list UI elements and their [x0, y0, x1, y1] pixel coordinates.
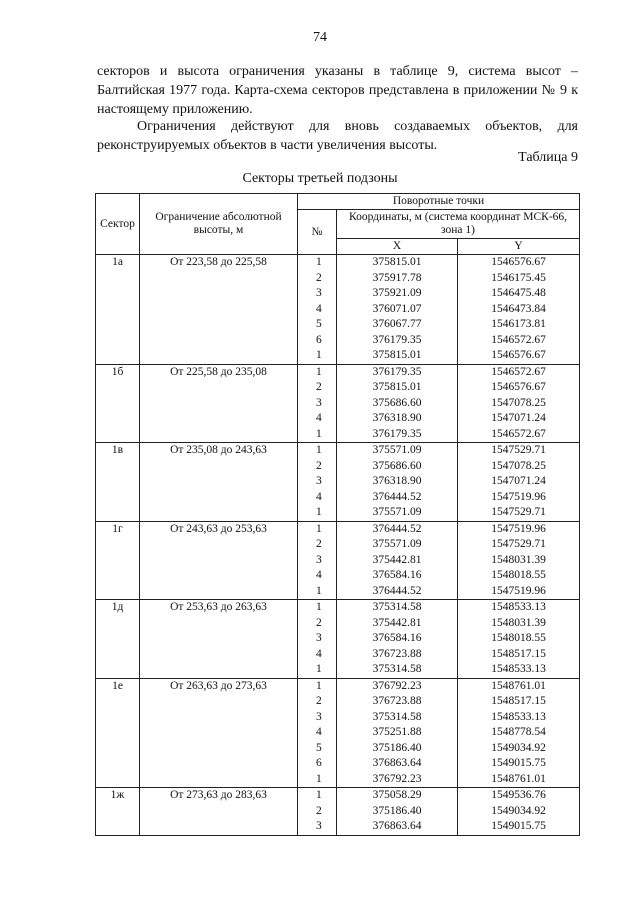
- height-limit-cell: [140, 427, 298, 443]
- coordinate-x-cell: 375921.09: [337, 286, 458, 302]
- header-sector: Сектор: [96, 194, 140, 255]
- table-row: [96, 271, 580, 287]
- coordinate-x-cell: 375571.09: [337, 443, 458, 459]
- coordinate-x-cell: 375571.09: [337, 537, 458, 553]
- header-coordinates: Координаты, м (система координат МСК-66, зона 1): [337, 210, 580, 239]
- coordinate-y-cell: 1548778.54: [458, 725, 580, 741]
- sector-name-cell: [96, 505, 140, 521]
- paragraph-2: Ограничения действуют для вновь создаваемых объектов, для реконструируемых объектов в части увеличения высоты.: [97, 119, 578, 153]
- coordinate-x-cell: 375058.29: [337, 788, 458, 804]
- table-row: [96, 678, 580, 694]
- coordinate-x-cell: 375442.81: [337, 553, 458, 569]
- sector-name-cell: 1д: [96, 600, 140, 616]
- table-row: [96, 537, 580, 553]
- coordinate-y-cell: 1547071.24: [458, 411, 580, 427]
- table-row: [96, 443, 580, 459]
- table-row: [96, 348, 580, 364]
- sector-name-cell: [96, 631, 140, 647]
- height-limit-cell: От 253,63 до 263,63: [140, 600, 298, 616]
- height-limit-cell: [140, 725, 298, 741]
- coordinate-y-cell: 1548533.13: [458, 710, 580, 726]
- coordinate-x-cell: 376863.64: [337, 756, 458, 772]
- coordinate-x-cell: 376584.16: [337, 568, 458, 584]
- height-limit-cell: [140, 474, 298, 490]
- sector-name-cell: [96, 568, 140, 584]
- coordinate-y-cell: 1546475.48: [458, 286, 580, 302]
- point-number-cell: 4: [298, 568, 337, 584]
- coordinate-y-cell: 1548533.13: [458, 600, 580, 616]
- point-number-cell: 2: [298, 616, 337, 632]
- table-row: [96, 333, 580, 349]
- table-row: [96, 725, 580, 741]
- coordinate-y-cell: 1547078.25: [458, 396, 580, 412]
- sector-name-cell: 1г: [96, 521, 140, 537]
- table-title: Секторы третьей подзоны: [242, 171, 398, 186]
- height-limit-cell: [140, 286, 298, 302]
- sector-name-cell: [96, 317, 140, 333]
- coordinate-y-cell: 1547529.71: [458, 505, 580, 521]
- point-number-cell: 1: [298, 600, 337, 616]
- height-limit-cell: [140, 302, 298, 318]
- sector-name-cell: 1е: [96, 678, 140, 694]
- point-number-cell: 1: [298, 584, 337, 600]
- header-y: Y: [458, 239, 580, 255]
- height-limit-cell: [140, 647, 298, 663]
- coordinate-y-cell: 1547519.96: [458, 490, 580, 506]
- table-row: [96, 741, 580, 757]
- point-number-cell: 1: [298, 255, 337, 271]
- height-limit-cell: От 235,08 до 243,63: [140, 443, 298, 459]
- height-limit-cell: От 273,63 до 283,63: [140, 788, 298, 804]
- coordinate-y-cell: 1546572.67: [458, 333, 580, 349]
- coordinate-y-cell: 1547519.96: [458, 584, 580, 600]
- sector-name-cell: [96, 553, 140, 569]
- height-limit-cell: [140, 348, 298, 364]
- height-limit-cell: От 263,63 до 273,63: [140, 678, 298, 694]
- point-number-cell: 1: [298, 678, 337, 694]
- height-limit-cell: [140, 631, 298, 647]
- sector-name-cell: [96, 819, 140, 835]
- coordinate-x-cell: 376444.52: [337, 490, 458, 506]
- point-number-cell: 3: [298, 553, 337, 569]
- coordinate-x-cell: 376071.07: [337, 302, 458, 318]
- sector-name-cell: [96, 725, 140, 741]
- point-number-cell: 2: [298, 694, 337, 710]
- coordinate-x-cell: 376179.35: [337, 427, 458, 443]
- sector-name-cell: [96, 741, 140, 757]
- table-row: [96, 427, 580, 443]
- coordinate-y-cell: 1549015.75: [458, 819, 580, 835]
- sector-name-cell: [96, 662, 140, 678]
- coordinate-y-cell: 1548761.01: [458, 772, 580, 788]
- point-number-cell: 3: [298, 819, 337, 835]
- table-row: [96, 302, 580, 318]
- sector-name-cell: [96, 490, 140, 506]
- point-number-cell: 4: [298, 647, 337, 663]
- coordinate-x-cell: 376444.52: [337, 584, 458, 600]
- height-limit-cell: [140, 333, 298, 349]
- coordinate-x-cell: 376444.52: [337, 521, 458, 537]
- coordinate-y-cell: 1547529.71: [458, 443, 580, 459]
- coordinate-y-cell: 1547078.25: [458, 459, 580, 475]
- coordinate-x-cell: 375251.88: [337, 725, 458, 741]
- sector-name-cell: 1в: [96, 443, 140, 459]
- sector-name-cell: [96, 271, 140, 287]
- sector-name-cell: [96, 804, 140, 820]
- height-limit-cell: [140, 490, 298, 506]
- table-row: [96, 568, 580, 584]
- coordinate-y-cell: 1547071.24: [458, 474, 580, 490]
- height-limit-cell: [140, 553, 298, 569]
- height-limit-cell: От 223,58 до 225,58: [140, 255, 298, 271]
- table-row: [96, 380, 580, 396]
- table-row: [96, 600, 580, 616]
- header-number: №: [298, 210, 337, 255]
- table-row: [96, 364, 580, 380]
- coordinate-y-cell: 1546173.81: [458, 317, 580, 333]
- height-limit-cell: [140, 568, 298, 584]
- point-number-cell: 1: [298, 772, 337, 788]
- point-number-cell: 4: [298, 411, 337, 427]
- coordinate-x-cell: 376179.35: [337, 364, 458, 380]
- table-row: [96, 474, 580, 490]
- point-number-cell: 1: [298, 348, 337, 364]
- table-row: [96, 788, 580, 804]
- table-row: [96, 616, 580, 632]
- coordinate-y-cell: 1548018.55: [458, 568, 580, 584]
- point-number-cell: 1: [298, 521, 337, 537]
- coordinate-x-cell: 376318.90: [337, 474, 458, 490]
- coordinate-x-cell: 375815.01: [337, 255, 458, 271]
- table-row: [96, 647, 580, 663]
- height-limit-cell: [140, 537, 298, 553]
- sector-name-cell: 1а: [96, 255, 140, 271]
- coordinate-x-cell: 376584.16: [337, 631, 458, 647]
- coordinate-x-cell: 376067.77: [337, 317, 458, 333]
- coordinate-y-cell: 1547529.71: [458, 537, 580, 553]
- sector-name-cell: [96, 459, 140, 475]
- sector-name-cell: [96, 427, 140, 443]
- sector-name-cell: [96, 647, 140, 663]
- table-row: [96, 553, 580, 569]
- coordinate-x-cell: 376179.35: [337, 333, 458, 349]
- height-limit-cell: [140, 804, 298, 820]
- coordinate-x-cell: 376792.23: [337, 772, 458, 788]
- coordinate-y-cell: 1546473.84: [458, 302, 580, 318]
- height-limit-cell: [140, 380, 298, 396]
- header-turning-points: Поворотные точки: [298, 194, 580, 210]
- coordinate-x-cell: 376318.90: [337, 411, 458, 427]
- table-row: [96, 819, 580, 835]
- table-row: [96, 521, 580, 537]
- point-number-cell: 4: [298, 725, 337, 741]
- height-limit-cell: [140, 459, 298, 475]
- sector-name-cell: 1ж: [96, 788, 140, 804]
- point-number-cell: 6: [298, 756, 337, 772]
- height-limit-cell: [140, 317, 298, 333]
- table-body: [96, 255, 580, 836]
- coordinate-y-cell: 1549034.92: [458, 741, 580, 757]
- table-row: [96, 662, 580, 678]
- coordinate-y-cell: 1547519.96: [458, 521, 580, 537]
- point-number-cell: 1: [298, 505, 337, 521]
- point-number-cell: 2: [298, 380, 337, 396]
- sector-name-cell: [96, 411, 140, 427]
- coordinate-x-cell: 375686.60: [337, 459, 458, 475]
- height-limit-cell: [140, 584, 298, 600]
- table-row: [96, 631, 580, 647]
- table-row: [96, 694, 580, 710]
- height-limit-cell: [140, 616, 298, 632]
- point-number-cell: 2: [298, 459, 337, 475]
- table-row: [96, 804, 580, 820]
- height-limit-cell: От 243,63 до 253,63: [140, 521, 298, 537]
- header-limit: Ограничение абсолютной высоты, м: [140, 194, 298, 255]
- coordinate-x-cell: 375314.58: [337, 600, 458, 616]
- coordinate-y-cell: 1548517.15: [458, 647, 580, 663]
- height-limit-cell: [140, 741, 298, 757]
- table-row: [96, 459, 580, 475]
- height-limit-cell: [140, 694, 298, 710]
- table-header: [96, 194, 580, 255]
- point-number-cell: 1: [298, 364, 337, 380]
- coordinate-y-cell: 1548031.39: [458, 616, 580, 632]
- coordinate-x-cell: 375686.60: [337, 396, 458, 412]
- table-row: [96, 710, 580, 726]
- coordinate-x-cell: 376792.23: [337, 678, 458, 694]
- sector-name-cell: 1б: [96, 364, 140, 380]
- coordinate-y-cell: 1549015.75: [458, 756, 580, 772]
- coordinate-y-cell: 1546576.67: [458, 255, 580, 271]
- coordinate-x-cell: 375815.01: [337, 380, 458, 396]
- sector-name-cell: [96, 756, 140, 772]
- coordinate-x-cell: 375442.81: [337, 616, 458, 632]
- coordinate-y-cell: 1546572.67: [458, 427, 580, 443]
- table-row: [96, 411, 580, 427]
- table-row: [96, 317, 580, 333]
- height-limit-cell: [140, 505, 298, 521]
- point-number-cell: 5: [298, 741, 337, 757]
- coordinate-x-cell: 375314.58: [337, 710, 458, 726]
- point-number-cell: 2: [298, 804, 337, 820]
- sector-name-cell: [96, 772, 140, 788]
- point-number-cell: 1: [298, 443, 337, 459]
- coordinate-y-cell: 1549034.92: [458, 804, 580, 820]
- point-number-cell: 3: [298, 286, 337, 302]
- coordinate-y-cell: 1548533.13: [458, 662, 580, 678]
- height-limit-cell: [140, 756, 298, 772]
- coordinate-x-cell: 375571.09: [337, 505, 458, 521]
- coordinate-y-cell: 1546576.67: [458, 380, 580, 396]
- coordinate-x-cell: 375186.40: [337, 741, 458, 757]
- point-number-cell: 1: [298, 788, 337, 804]
- coordinate-y-cell: 1548018.55: [458, 631, 580, 647]
- sector-name-cell: [96, 616, 140, 632]
- table-label: Таблица 9: [518, 150, 578, 165]
- coordinate-x-cell: 375815.01: [337, 348, 458, 364]
- height-limit-cell: [140, 772, 298, 788]
- point-number-cell: 3: [298, 396, 337, 412]
- coordinate-y-cell: 1548761.01: [458, 678, 580, 694]
- sector-name-cell: [96, 694, 140, 710]
- page-number: 74: [313, 30, 327, 45]
- table-row: [96, 505, 580, 521]
- coordinate-x-cell: 375917.78: [337, 271, 458, 287]
- table-row: [96, 286, 580, 302]
- sector-name-cell: [96, 380, 140, 396]
- sector-name-cell: [96, 584, 140, 600]
- height-limit-cell: [140, 396, 298, 412]
- sector-name-cell: [96, 348, 140, 364]
- table-row: [96, 255, 580, 271]
- header-x: X: [337, 239, 458, 255]
- coordinate-x-cell: 375186.40: [337, 804, 458, 820]
- paragraph-1: секторов и высота ограничения указаны в таблице 9, система высот – Балтийская 1977 года. Карта-схема секторов представлена в приложении № 9 к настоящему приложению.: [97, 64, 578, 117]
- height-limit-cell: [140, 662, 298, 678]
- coordinate-x-cell: 376863.64: [337, 819, 458, 835]
- coordinate-x-cell: 376723.88: [337, 647, 458, 663]
- coordinate-y-cell: 1549536.76: [458, 788, 580, 804]
- point-number-cell: 4: [298, 302, 337, 318]
- height-limit-cell: [140, 411, 298, 427]
- height-limit-cell: От 225,58 до 235,08: [140, 364, 298, 380]
- sector-name-cell: [96, 396, 140, 412]
- table-row: [96, 490, 580, 506]
- table-row: [96, 584, 580, 600]
- point-number-cell: 4: [298, 490, 337, 506]
- point-number-cell: 1: [298, 662, 337, 678]
- point-number-cell: 2: [298, 537, 337, 553]
- coordinate-y-cell: 1546175.45: [458, 271, 580, 287]
- table-row: [96, 396, 580, 412]
- sector-name-cell: [96, 302, 140, 318]
- point-number-cell: 1: [298, 427, 337, 443]
- point-number-cell: 2: [298, 271, 337, 287]
- sector-name-cell: [96, 333, 140, 349]
- point-number-cell: 3: [298, 710, 337, 726]
- point-number-cell: 3: [298, 631, 337, 647]
- point-number-cell: 5: [298, 317, 337, 333]
- coordinate-x-cell: 376723.88: [337, 694, 458, 710]
- table-row: [96, 772, 580, 788]
- sector-name-cell: [96, 286, 140, 302]
- coordinate-x-cell: 375314.58: [337, 662, 458, 678]
- point-number-cell: 3: [298, 474, 337, 490]
- height-limit-cell: [140, 271, 298, 287]
- coordinate-y-cell: 1546576.67: [458, 348, 580, 364]
- coordinate-y-cell: 1548517.15: [458, 694, 580, 710]
- height-limit-cell: [140, 710, 298, 726]
- coordinate-y-cell: 1546572.67: [458, 364, 580, 380]
- table-row: [96, 756, 580, 772]
- height-limit-cell: [140, 819, 298, 835]
- coordinate-y-cell: 1548031.39: [458, 553, 580, 569]
- sector-name-cell: [96, 474, 140, 490]
- sectors-table: [95, 193, 580, 836]
- point-number-cell: 6: [298, 333, 337, 349]
- sector-name-cell: [96, 537, 140, 553]
- sector-name-cell: [96, 710, 140, 726]
